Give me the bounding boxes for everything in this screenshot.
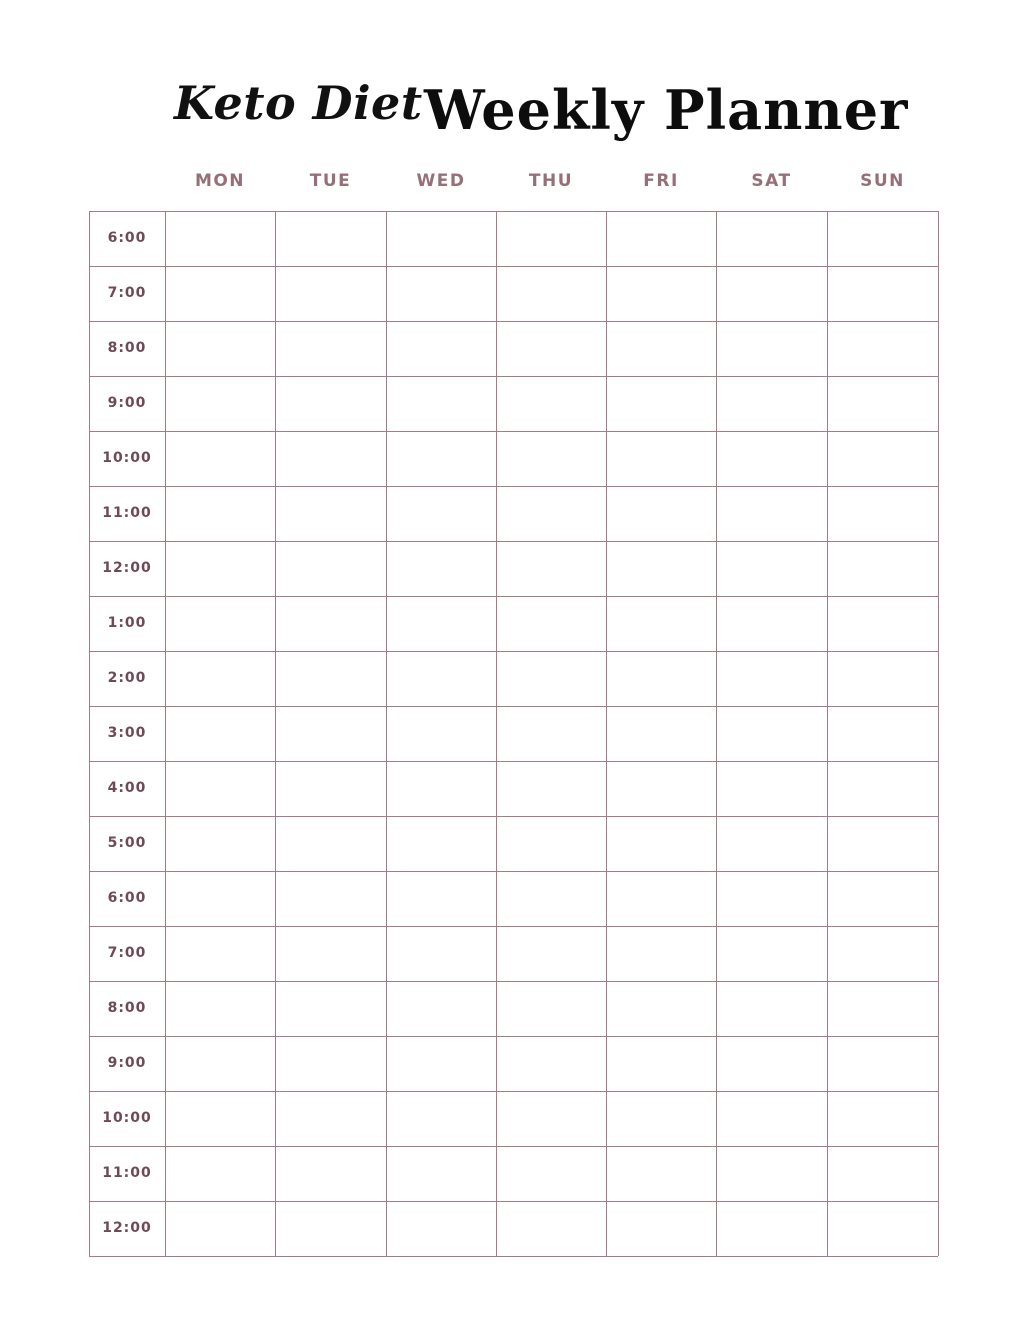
day-header-mon: MON — [194, 171, 246, 191]
planner-cell-thu[interactable] — [496, 871, 606, 926]
planner-cell-fri[interactable] — [606, 1091, 716, 1146]
time-label: 11:00 — [102, 1165, 152, 1181]
planner-cell-sun[interactable] — [827, 761, 938, 816]
time-row — [89, 376, 938, 431]
planner-cell-wed[interactable] — [386, 211, 496, 266]
planner-cell-thu[interactable] — [496, 266, 606, 321]
planner-cell-tue[interactable] — [275, 1091, 386, 1146]
time-label: 12:00 — [102, 560, 152, 576]
planner-cell-mon[interactable] — [165, 981, 275, 1036]
planner-cell-sat[interactable] — [716, 486, 827, 541]
planner-cell-sat[interactable] — [716, 816, 827, 871]
grid-line-horizontal — [89, 431, 938, 432]
time-row — [89, 211, 938, 266]
planner-cell-tue[interactable] — [275, 321, 386, 376]
planner-cell-sun[interactable] — [827, 266, 938, 321]
planner-cell-tue[interactable] — [275, 706, 386, 761]
planner-cell-fri[interactable] — [606, 926, 716, 981]
planner-cell-wed[interactable] — [386, 541, 496, 596]
planner-cell-thu[interactable] — [496, 1146, 606, 1201]
planner-cell-sun[interactable] — [827, 596, 938, 651]
planner-cell-wed[interactable] — [386, 1201, 496, 1256]
time-label: 4:00 — [107, 780, 147, 796]
planner-cell-mon[interactable] — [165, 816, 275, 871]
planner-cell-wed[interactable] — [386, 926, 496, 981]
planner-cell-mon[interactable] — [165, 596, 275, 651]
time-label: 10:00 — [102, 450, 152, 466]
planner-cell-tue[interactable] — [275, 816, 386, 871]
planner-cell-tue[interactable] — [275, 1201, 386, 1256]
planner-cell-fri[interactable] — [606, 376, 716, 431]
planner-cell-tue[interactable] — [275, 211, 386, 266]
grid-line-vertical — [827, 211, 828, 1256]
planner-cell-sun[interactable] — [827, 1201, 938, 1256]
time-label: 9:00 — [107, 395, 147, 411]
time-row — [89, 541, 938, 596]
planner-cell-wed[interactable] — [386, 1146, 496, 1201]
planner-cell-mon[interactable] — [165, 541, 275, 596]
planner-cell-thu[interactable] — [496, 816, 606, 871]
time-row — [89, 321, 938, 376]
grid-line-horizontal — [89, 1146, 938, 1147]
time-label: 5:00 — [107, 835, 147, 851]
planner-cell-tue[interactable] — [275, 981, 386, 1036]
planner-cell-sun[interactable] — [827, 706, 938, 761]
grid-line-vertical — [496, 211, 497, 1256]
planner-cell-mon[interactable] — [165, 926, 275, 981]
planner-cell-mon[interactable] — [165, 266, 275, 321]
time-row — [89, 266, 938, 321]
planner-cell-sat[interactable] — [716, 541, 827, 596]
planner-cell-thu[interactable] — [496, 321, 606, 376]
grid-line-horizontal — [89, 211, 938, 212]
time-row — [89, 926, 938, 981]
grid-line-vertical — [386, 211, 387, 1256]
day-header-tue: TUE — [309, 171, 352, 191]
time-row — [89, 651, 938, 706]
planner-cell-mon[interactable] — [165, 211, 275, 266]
planner-cell-fri[interactable] — [606, 486, 716, 541]
grid-line-horizontal — [89, 871, 938, 872]
planner-cell-sat[interactable] — [716, 706, 827, 761]
time-label: 11:00 — [102, 505, 152, 521]
planner-cell-thu[interactable] — [496, 541, 606, 596]
grid-line-horizontal — [89, 486, 938, 487]
planner-cell-fri[interactable] — [606, 431, 716, 486]
planner-cell-tue[interactable] — [275, 1036, 386, 1091]
time-row — [89, 431, 938, 486]
planner-cell-tue[interactable] — [275, 486, 386, 541]
day-header-sat: SAT — [751, 171, 792, 191]
grid-line-horizontal — [89, 376, 938, 377]
planner-cell-mon[interactable] — [165, 486, 275, 541]
grid-line-vertical — [89, 211, 90, 1256]
planner-cell-sat[interactable] — [716, 431, 827, 486]
planner-cell-sat[interactable] — [716, 981, 827, 1036]
planner-cell-tue[interactable] — [275, 761, 386, 816]
time-label: 3:00 — [107, 725, 147, 741]
planner-cell-sat[interactable] — [716, 651, 827, 706]
planner-cell-tue[interactable] — [275, 596, 386, 651]
grid-line-horizontal — [89, 321, 938, 322]
planner-cell-mon[interactable] — [165, 651, 275, 706]
planner-cell-mon[interactable] — [165, 1201, 275, 1256]
time-label: 7:00 — [107, 945, 147, 961]
planner-cell-tue[interactable] — [275, 541, 386, 596]
planner-cell-sun[interactable] — [827, 1091, 938, 1146]
time-row — [89, 816, 938, 871]
time-row — [89, 706, 938, 761]
grid-line-horizontal — [89, 266, 938, 267]
planner-cell-fri[interactable] — [606, 651, 716, 706]
planner-cell-sat[interactable] — [716, 926, 827, 981]
planner-cell-sun[interactable] — [827, 1036, 938, 1091]
planner-cell-thu[interactable] — [496, 376, 606, 431]
grid-line-horizontal — [89, 541, 938, 542]
planner-cell-thu[interactable] — [496, 211, 606, 266]
planner-cell-sun[interactable] — [827, 486, 938, 541]
planner-cell-fri[interactable] — [606, 211, 716, 266]
time-row — [89, 1091, 938, 1146]
time-label: 6:00 — [107, 890, 147, 906]
planner-cell-thu[interactable] — [496, 981, 606, 1036]
time-label: 2:00 — [107, 670, 147, 686]
time-row — [89, 596, 938, 651]
planner-cell-mon[interactable] — [165, 1146, 275, 1201]
planner-cell-thu[interactable] — [496, 1091, 606, 1146]
planner-cell-sun[interactable] — [827, 1146, 938, 1201]
planner-cell-tue[interactable] — [275, 431, 386, 486]
time-label: 8:00 — [107, 1000, 147, 1016]
grid-line-horizontal — [89, 1201, 938, 1202]
planner-cell-sun[interactable] — [827, 541, 938, 596]
planner-cell-wed[interactable] — [386, 486, 496, 541]
planner-cell-thu[interactable] — [496, 431, 606, 486]
planner-cell-sun[interactable] — [827, 816, 938, 871]
planner-cell-wed[interactable] — [386, 596, 496, 651]
time-label: 1:00 — [107, 615, 147, 631]
planner-cell-thu[interactable] — [496, 761, 606, 816]
day-header-thu: THU — [528, 171, 574, 191]
planner-cell-sat[interactable] — [716, 1201, 827, 1256]
planner-cell-fri[interactable] — [606, 981, 716, 1036]
planner-cell-mon[interactable] — [165, 376, 275, 431]
planner-cell-mon[interactable] — [165, 871, 275, 926]
planner-cell-fri[interactable] — [606, 706, 716, 761]
planner-cell-sat[interactable] — [716, 596, 827, 651]
grid-line-vertical — [938, 211, 939, 1256]
time-label: 8:00 — [107, 340, 147, 356]
planner-cell-sun[interactable] — [827, 321, 938, 376]
time-label: 10:00 — [102, 1110, 152, 1126]
grid-line-horizontal — [89, 1256, 938, 1257]
day-header-wed: WED — [416, 171, 466, 191]
planner-cell-sat[interactable] — [716, 376, 827, 431]
planner-cell-thu[interactable] — [496, 1036, 606, 1091]
planner-cell-thu[interactable] — [496, 486, 606, 541]
day-header-sun: SUN — [860, 171, 905, 191]
planner-cell-wed[interactable] — [386, 376, 496, 431]
grid-line-vertical — [606, 211, 607, 1256]
grid-line-horizontal — [89, 1036, 938, 1037]
planner-cell-tue[interactable] — [275, 651, 386, 706]
planner-cell-sat[interactable] — [716, 871, 827, 926]
planner-cell-sat[interactable] — [716, 321, 827, 376]
grid-line-horizontal — [89, 1091, 938, 1092]
time-label: 6:00 — [107, 230, 147, 246]
planner-cell-wed[interactable] — [386, 1091, 496, 1146]
planner-cell-mon[interactable] — [165, 761, 275, 816]
time-label: 7:00 — [107, 285, 147, 301]
planner-cell-fri[interactable] — [606, 1146, 716, 1201]
grid-line-vertical — [716, 211, 717, 1256]
grid-line-horizontal — [89, 816, 938, 817]
grid-line-horizontal — [89, 761, 938, 762]
planner-cell-fri[interactable] — [606, 321, 716, 376]
planner-cell-wed[interactable] — [386, 1036, 496, 1091]
time-row — [89, 1036, 938, 1091]
planner-cell-sun[interactable] — [827, 871, 938, 926]
time-row — [89, 981, 938, 1036]
planner-cell-sun[interactable] — [827, 981, 938, 1036]
planner-cell-thu[interactable] — [496, 1201, 606, 1256]
planner-cell-tue[interactable] — [275, 871, 386, 926]
planner-cell-wed[interactable] — [386, 981, 496, 1036]
time-label: 12:00 — [102, 1220, 152, 1236]
planner-cell-sat[interactable] — [716, 266, 827, 321]
time-row — [89, 761, 938, 816]
time-row — [89, 1201, 938, 1256]
title-main: Weekly Planner — [424, 78, 909, 142]
planner-cell-thu[interactable] — [496, 706, 606, 761]
planner-cell-wed[interactable] — [386, 871, 496, 926]
title-script: Keto Diet — [174, 76, 423, 130]
planner-cell-thu[interactable] — [496, 651, 606, 706]
planner-cell-mon[interactable] — [165, 321, 275, 376]
planner-cell-fri[interactable] — [606, 1036, 716, 1091]
planner-cell-sat[interactable] — [716, 211, 827, 266]
planner-cell-wed[interactable] — [386, 651, 496, 706]
planner-cell-tue[interactable] — [275, 926, 386, 981]
planner-cell-wed[interactable] — [386, 266, 496, 321]
planner-cell-sun[interactable] — [827, 926, 938, 981]
planner-grid — [89, 211, 938, 1255]
planner-cell-thu[interactable] — [496, 926, 606, 981]
planner-cell-mon[interactable] — [165, 706, 275, 761]
planner-cell-sat[interactable] — [716, 1146, 827, 1201]
grid-line-horizontal — [89, 926, 938, 927]
planner-title — [0, 72, 1024, 152]
grid-line-vertical — [165, 211, 166, 1256]
planner-cell-fri[interactable] — [606, 761, 716, 816]
planner-cell-mon[interactable] — [165, 1091, 275, 1146]
planner-cell-tue[interactable] — [275, 266, 386, 321]
planner-cell-fri[interactable] — [606, 871, 716, 926]
planner-cell-thu[interactable] — [496, 596, 606, 651]
grid-line-horizontal — [89, 981, 938, 982]
planner-cell-wed[interactable] — [386, 816, 496, 871]
planner-cell-sat[interactable] — [716, 1036, 827, 1091]
planner-cell-tue[interactable] — [275, 1146, 386, 1201]
planner-cell-fri[interactable] — [606, 816, 716, 871]
planner-cell-tue[interactable] — [275, 376, 386, 431]
time-label: 9:00 — [107, 1055, 147, 1071]
planner-cell-sun[interactable] — [827, 651, 938, 706]
planner-cell-wed[interactable] — [386, 761, 496, 816]
time-row — [89, 871, 938, 926]
grid-line-horizontal — [89, 706, 938, 707]
time-row — [89, 1146, 938, 1201]
planner-cell-fri[interactable] — [606, 596, 716, 651]
planner-cell-sat[interactable] — [716, 1091, 827, 1146]
grid-line-horizontal — [89, 651, 938, 652]
grid-line-vertical — [275, 211, 276, 1256]
planner-cell-wed[interactable] — [386, 321, 496, 376]
planner-cell-wed[interactable] — [386, 706, 496, 761]
planner-cell-sun[interactable] — [827, 211, 938, 266]
time-row — [89, 486, 938, 541]
planner-cell-sun[interactable] — [827, 376, 938, 431]
planner-cell-mon[interactable] — [165, 1036, 275, 1091]
planner-cell-sat[interactable] — [716, 761, 827, 816]
planner-cell-sun[interactable] — [827, 431, 938, 486]
planner-cell-fri[interactable] — [606, 541, 716, 596]
planner-cell-fri[interactable] — [606, 266, 716, 321]
grid-line-horizontal — [89, 596, 938, 597]
planner-cell-wed[interactable] — [386, 431, 496, 486]
day-header-fri: FRI — [643, 171, 679, 191]
planner-cell-fri[interactable] — [606, 1201, 716, 1256]
planner-cell-mon[interactable] — [165, 431, 275, 486]
